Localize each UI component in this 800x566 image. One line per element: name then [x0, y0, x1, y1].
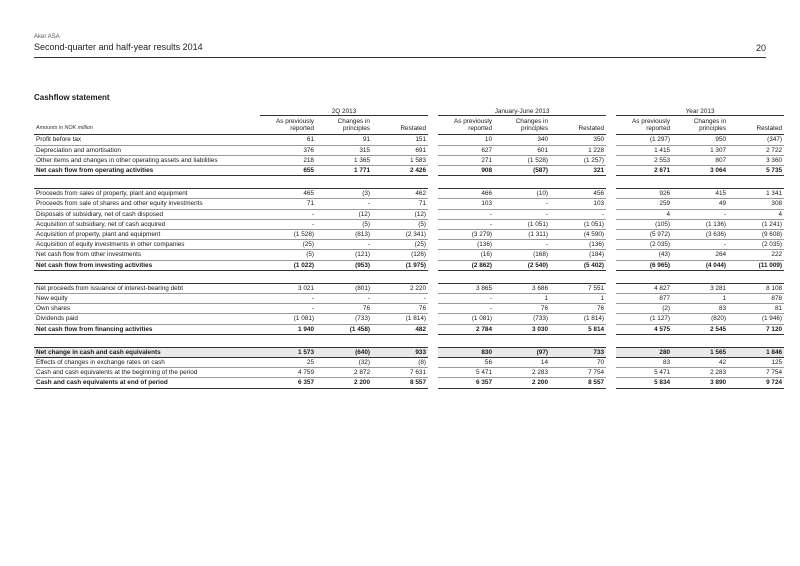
- value-cell: 315: [316, 145, 372, 155]
- value-cell: -: [550, 209, 606, 219]
- value-cell: (820): [672, 314, 728, 324]
- value-cell: -: [260, 294, 316, 304]
- value-cell: -: [260, 209, 316, 219]
- value-cell: (1 946): [728, 314, 784, 324]
- row-label: Proceeds from sale of shares and other equity investments: [34, 199, 260, 209]
- value-cell: 103: [550, 199, 606, 209]
- value-cell: (2 540): [494, 260, 550, 270]
- value-cell: 81: [728, 304, 784, 314]
- value-cell: 151: [372, 135, 428, 145]
- row-label: Proceeds from sales of property, plant and equipment: [34, 189, 260, 199]
- value-cell: (1 081): [260, 314, 316, 324]
- value-cell: 4 827: [616, 283, 672, 293]
- page-number: 20: [755, 43, 766, 53]
- value-cell: 3 030: [494, 324, 550, 334]
- block-spacer: [34, 270, 784, 283]
- value-cell: (32): [316, 358, 372, 368]
- value-cell: 10: [438, 135, 494, 145]
- table-row: [34, 219, 784, 229]
- value-cell: 465: [260, 189, 316, 199]
- value-cell: 259: [616, 199, 672, 209]
- value-cell: 5 814: [550, 324, 606, 334]
- table-row: [34, 304, 784, 314]
- value-cell: 4 575: [616, 324, 672, 334]
- value-cell: 2 872: [316, 368, 372, 378]
- value-cell: -: [438, 294, 494, 304]
- value-cell: (1 081): [438, 314, 494, 324]
- value-cell: 2 283: [494, 368, 550, 378]
- value-cell: 76: [550, 304, 606, 314]
- value-cell: 83: [616, 358, 672, 368]
- value-cell: (1 814): [372, 314, 428, 324]
- total-row: [34, 166, 784, 176]
- value-cell: 1: [672, 294, 728, 304]
- value-cell: (121): [316, 250, 372, 260]
- table-row: [34, 294, 784, 304]
- value-cell: 1: [550, 294, 606, 304]
- value-cell: (1 975): [372, 260, 428, 270]
- value-cell: 466: [438, 189, 494, 199]
- value-cell: 76: [494, 304, 550, 314]
- block-spacer: [34, 334, 784, 347]
- value-cell: (1 022): [260, 260, 316, 270]
- value-cell: 5 471: [438, 368, 494, 378]
- total-row: [34, 347, 784, 357]
- row-label: Acquisition of property, plant and equipment: [34, 230, 260, 240]
- value-cell: 2 671: [616, 166, 672, 176]
- value-cell: 807: [672, 155, 728, 165]
- value-cell: (2 035): [728, 240, 784, 250]
- value-cell: 7 631: [372, 368, 428, 378]
- value-cell: (6 965): [616, 260, 672, 270]
- value-cell: 627: [438, 145, 494, 155]
- value-cell: 14: [494, 358, 550, 368]
- blank-header: [34, 104, 260, 116]
- value-cell: (168): [494, 250, 550, 260]
- value-cell: 2 200: [494, 378, 550, 388]
- value-cell: 5 735: [728, 166, 784, 176]
- table-row: [34, 209, 784, 219]
- value-cell: (1 297): [616, 135, 672, 145]
- value-cell: 376: [260, 145, 316, 155]
- value-cell: 830: [438, 347, 494, 357]
- row-label: Other items and changes in other operating assets and liabilities: [34, 155, 260, 165]
- row-label: Cash and cash equivalents at end of period: [34, 378, 260, 388]
- value-cell: 6 357: [438, 378, 494, 388]
- row-label: Net change in cash and cash equivalents: [34, 347, 260, 357]
- value-cell: (184): [550, 250, 606, 260]
- company-name: Aker ASA: [34, 34, 60, 40]
- row-label: Net cash flow from other investments: [34, 250, 260, 260]
- row-label: Net cash flow from financing activities: [34, 324, 260, 334]
- table-row: [34, 230, 784, 240]
- value-cell: -: [316, 240, 372, 250]
- table-row: [34, 155, 784, 165]
- row-label: Profit before tax: [34, 135, 260, 145]
- value-cell: 7 754: [550, 368, 606, 378]
- value-cell: -: [672, 240, 728, 250]
- value-cell: 56: [438, 358, 494, 368]
- row-label: Net cash flow from investing activities: [34, 260, 260, 270]
- value-cell: -: [438, 209, 494, 219]
- value-cell: -: [438, 219, 494, 229]
- header-divider: [34, 57, 766, 58]
- value-cell: (136): [438, 240, 494, 250]
- block-spacer: [34, 176, 784, 189]
- value-cell: 280: [616, 347, 672, 357]
- value-cell: (5): [372, 219, 428, 229]
- value-cell: (1 458): [316, 324, 372, 334]
- table-row: [34, 145, 784, 155]
- value-cell: (953): [316, 260, 372, 270]
- value-cell: 25: [260, 358, 316, 368]
- value-cell: -: [672, 209, 728, 219]
- sub-header-cell: Restated: [372, 116, 428, 135]
- value-cell: 3 686: [494, 283, 550, 293]
- value-cell: 3 360: [728, 155, 784, 165]
- value-cell: 655: [260, 166, 316, 176]
- value-cell: 271: [438, 155, 494, 165]
- value-cell: 8 557: [550, 378, 606, 388]
- value-cell: 1 573: [260, 347, 316, 357]
- value-cell: 3 865: [438, 283, 494, 293]
- sub-header-cell: Restated: [550, 116, 606, 135]
- value-cell: -: [260, 219, 316, 229]
- sub-header-cell: As previously reported: [260, 116, 316, 135]
- column-group-row: [34, 104, 784, 116]
- value-cell: 1 341: [728, 189, 784, 199]
- value-cell: 1 228: [550, 145, 606, 155]
- value-cell: 71: [260, 199, 316, 209]
- value-cell: 7 120: [728, 324, 784, 334]
- value-cell: 5 834: [616, 378, 672, 388]
- units-label: Amounts in NOK million: [34, 116, 260, 135]
- value-cell: 3 064: [672, 166, 728, 176]
- value-cell: 340: [494, 135, 550, 145]
- value-cell: (1 257): [550, 155, 606, 165]
- value-cell: 321: [550, 166, 606, 176]
- value-cell: 1 307: [672, 145, 728, 155]
- row-label: Net proceeds from issuance of interest-bearing debt: [34, 283, 260, 293]
- value-cell: 3 281: [672, 283, 728, 293]
- value-cell: 1 583: [372, 155, 428, 165]
- total-row: [34, 324, 784, 334]
- row-label: Dividends paid: [34, 314, 260, 324]
- value-cell: 456: [550, 189, 606, 199]
- value-cell: 908: [438, 166, 494, 176]
- value-cell: 2 722: [728, 145, 784, 155]
- value-cell: 2 784: [438, 324, 494, 334]
- table-row: [34, 314, 784, 324]
- value-cell: 733: [550, 347, 606, 357]
- group-header-year-2013: Year 2013: [616, 104, 784, 116]
- value-cell: 415: [672, 189, 728, 199]
- value-cell: (1 051): [494, 219, 550, 229]
- value-cell: (5): [260, 250, 316, 260]
- value-cell: (3 279): [438, 230, 494, 240]
- value-cell: 8 557: [372, 378, 428, 388]
- value-cell: (1 241): [728, 219, 784, 229]
- row-label: Net cash flow from operating activities: [34, 166, 260, 176]
- value-cell: 2 553: [616, 155, 672, 165]
- value-cell: -: [494, 240, 550, 250]
- value-cell: 9 724: [728, 378, 784, 388]
- value-cell: 2 283: [672, 368, 728, 378]
- value-cell: 42: [672, 358, 728, 368]
- value-cell: (97): [494, 347, 550, 357]
- value-cell: (1 051): [550, 219, 606, 229]
- table-row: [34, 199, 784, 209]
- value-cell: -: [316, 294, 372, 304]
- value-cell: (11 009): [728, 260, 784, 270]
- value-cell: 83: [672, 304, 728, 314]
- value-cell: (3 636): [672, 230, 728, 240]
- table-row: [34, 283, 784, 293]
- value-cell: 8 108: [728, 283, 784, 293]
- value-cell: (2 035): [616, 240, 672, 250]
- value-cell: (25): [260, 240, 316, 250]
- row-label: New equity: [34, 294, 260, 304]
- value-cell: (801): [316, 283, 372, 293]
- value-cell: 878: [728, 294, 784, 304]
- report-title: Second-quarter and half-year results 2014: [34, 42, 203, 52]
- sub-header-cell: As previously reported: [438, 116, 494, 135]
- value-cell: 218: [260, 155, 316, 165]
- value-cell: 1 771: [316, 166, 372, 176]
- row-label: Acquisition of subsidiary, net of cash acquired: [34, 219, 260, 229]
- value-cell: (1 814): [550, 314, 606, 324]
- table-row: [34, 368, 784, 378]
- value-cell: (3): [316, 189, 372, 199]
- value-cell: 4: [616, 209, 672, 219]
- value-cell: 1 565: [672, 347, 728, 357]
- value-cell: -: [494, 209, 550, 219]
- value-cell: (2 862): [438, 260, 494, 270]
- value-cell: (8): [372, 358, 428, 368]
- value-cell: 1 415: [616, 145, 672, 155]
- value-cell: 5 471: [616, 368, 672, 378]
- value-cell: (1 136): [672, 219, 728, 229]
- value-cell: (9 608): [728, 230, 784, 240]
- group-header-2q-2013: 2Q 2013: [260, 104, 428, 116]
- sub-header-cell: Restated: [728, 116, 784, 135]
- value-cell: (12): [372, 209, 428, 219]
- value-cell: 1 365: [316, 155, 372, 165]
- value-cell: 950: [672, 135, 728, 145]
- row-label: Own shares: [34, 304, 260, 314]
- value-cell: 1: [494, 294, 550, 304]
- value-cell: 6 357: [260, 378, 316, 388]
- value-cell: 49: [672, 199, 728, 209]
- value-cell: (587): [494, 166, 550, 176]
- value-cell: 125: [728, 358, 784, 368]
- value-cell: (25): [372, 240, 428, 250]
- total-row: [34, 378, 784, 388]
- cashflow-table: [34, 104, 784, 389]
- total-row: [34, 260, 784, 270]
- row-label: Cash and cash equivalents at the beginning of the period: [34, 368, 260, 378]
- value-cell: 877: [616, 294, 672, 304]
- value-cell: -: [316, 199, 372, 209]
- value-cell: (813): [316, 230, 372, 240]
- section-title: Cashflow statement: [34, 93, 110, 102]
- value-cell: 2 545: [672, 324, 728, 334]
- value-cell: 91: [316, 135, 372, 145]
- value-cell: 601: [494, 145, 550, 155]
- sub-header-cell: As previously reported: [616, 116, 672, 135]
- value-cell: 3 021: [260, 283, 316, 293]
- value-cell: 71: [372, 199, 428, 209]
- value-cell: 926: [616, 189, 672, 199]
- value-cell: (640): [316, 347, 372, 357]
- sub-header-cell: Changes in principles: [494, 116, 550, 135]
- value-cell: (5 402): [550, 260, 606, 270]
- value-cell: (1 528): [494, 155, 550, 165]
- value-cell: 691: [372, 145, 428, 155]
- value-cell: 76: [316, 304, 372, 314]
- value-cell: (16): [438, 250, 494, 260]
- value-cell: 7 551: [550, 283, 606, 293]
- sub-header-cell: Changes in principles: [316, 116, 372, 135]
- value-cell: 2 220: [372, 283, 428, 293]
- row-label: Depreciation and amortisation: [34, 145, 260, 155]
- value-cell: 308: [728, 199, 784, 209]
- value-cell: 3 890: [672, 378, 728, 388]
- value-cell: (347): [728, 135, 784, 145]
- value-cell: (733): [316, 314, 372, 324]
- value-cell: -: [438, 304, 494, 314]
- row-label: Effects of changes in exchange rates on cash: [34, 358, 260, 368]
- row-label: Disposals of subsidiary, net of cash disposed: [34, 209, 260, 219]
- value-cell: (105): [616, 219, 672, 229]
- value-cell: (5 972): [616, 230, 672, 240]
- value-cell: 7 754: [728, 368, 784, 378]
- value-cell: 933: [372, 347, 428, 357]
- value-cell: 1 940: [260, 324, 316, 334]
- value-cell: 76: [372, 304, 428, 314]
- value-cell: 103: [438, 199, 494, 209]
- table-body: [34, 135, 784, 388]
- value-cell: -: [494, 199, 550, 209]
- value-cell: 264: [672, 250, 728, 260]
- value-cell: 4: [728, 209, 784, 219]
- table-row: [34, 250, 784, 260]
- value-cell: (1 528): [260, 230, 316, 240]
- value-cell: (10): [494, 189, 550, 199]
- value-cell: (12): [316, 209, 372, 219]
- table-row: [34, 240, 784, 250]
- value-cell: (4 590): [550, 230, 606, 240]
- value-cell: 462: [372, 189, 428, 199]
- value-cell: 61: [260, 135, 316, 145]
- value-cell: (136): [550, 240, 606, 250]
- value-cell: 350: [550, 135, 606, 145]
- value-cell: (4 044): [672, 260, 728, 270]
- value-cell: (1 127): [616, 314, 672, 324]
- table-row: [34, 135, 784, 145]
- value-cell: (43): [616, 250, 672, 260]
- group-header-january-june-2013: January-June 2013: [438, 104, 606, 116]
- value-cell: (2 341): [372, 230, 428, 240]
- value-cell: 482: [372, 324, 428, 334]
- value-cell: 2 200: [316, 378, 372, 388]
- value-cell: (5): [316, 219, 372, 229]
- value-cell: 70: [550, 358, 606, 368]
- value-cell: (733): [494, 314, 550, 324]
- value-cell: 4 759: [260, 368, 316, 378]
- sub-header-row: [34, 116, 784, 135]
- row-label: Acquisition of equity investments in other companies: [34, 240, 260, 250]
- value-cell: (1 311): [494, 230, 550, 240]
- value-cell: 2 426: [372, 166, 428, 176]
- value-cell: -: [372, 294, 428, 304]
- table-row: [34, 189, 784, 199]
- value-cell: (2): [616, 304, 672, 314]
- table-row: [34, 358, 784, 368]
- value-cell: 1 846: [728, 347, 784, 357]
- value-cell: 222: [728, 250, 784, 260]
- sub-header-cell: Changes in principles: [672, 116, 728, 135]
- value-cell: (126): [372, 250, 428, 260]
- value-cell: -: [260, 304, 316, 314]
